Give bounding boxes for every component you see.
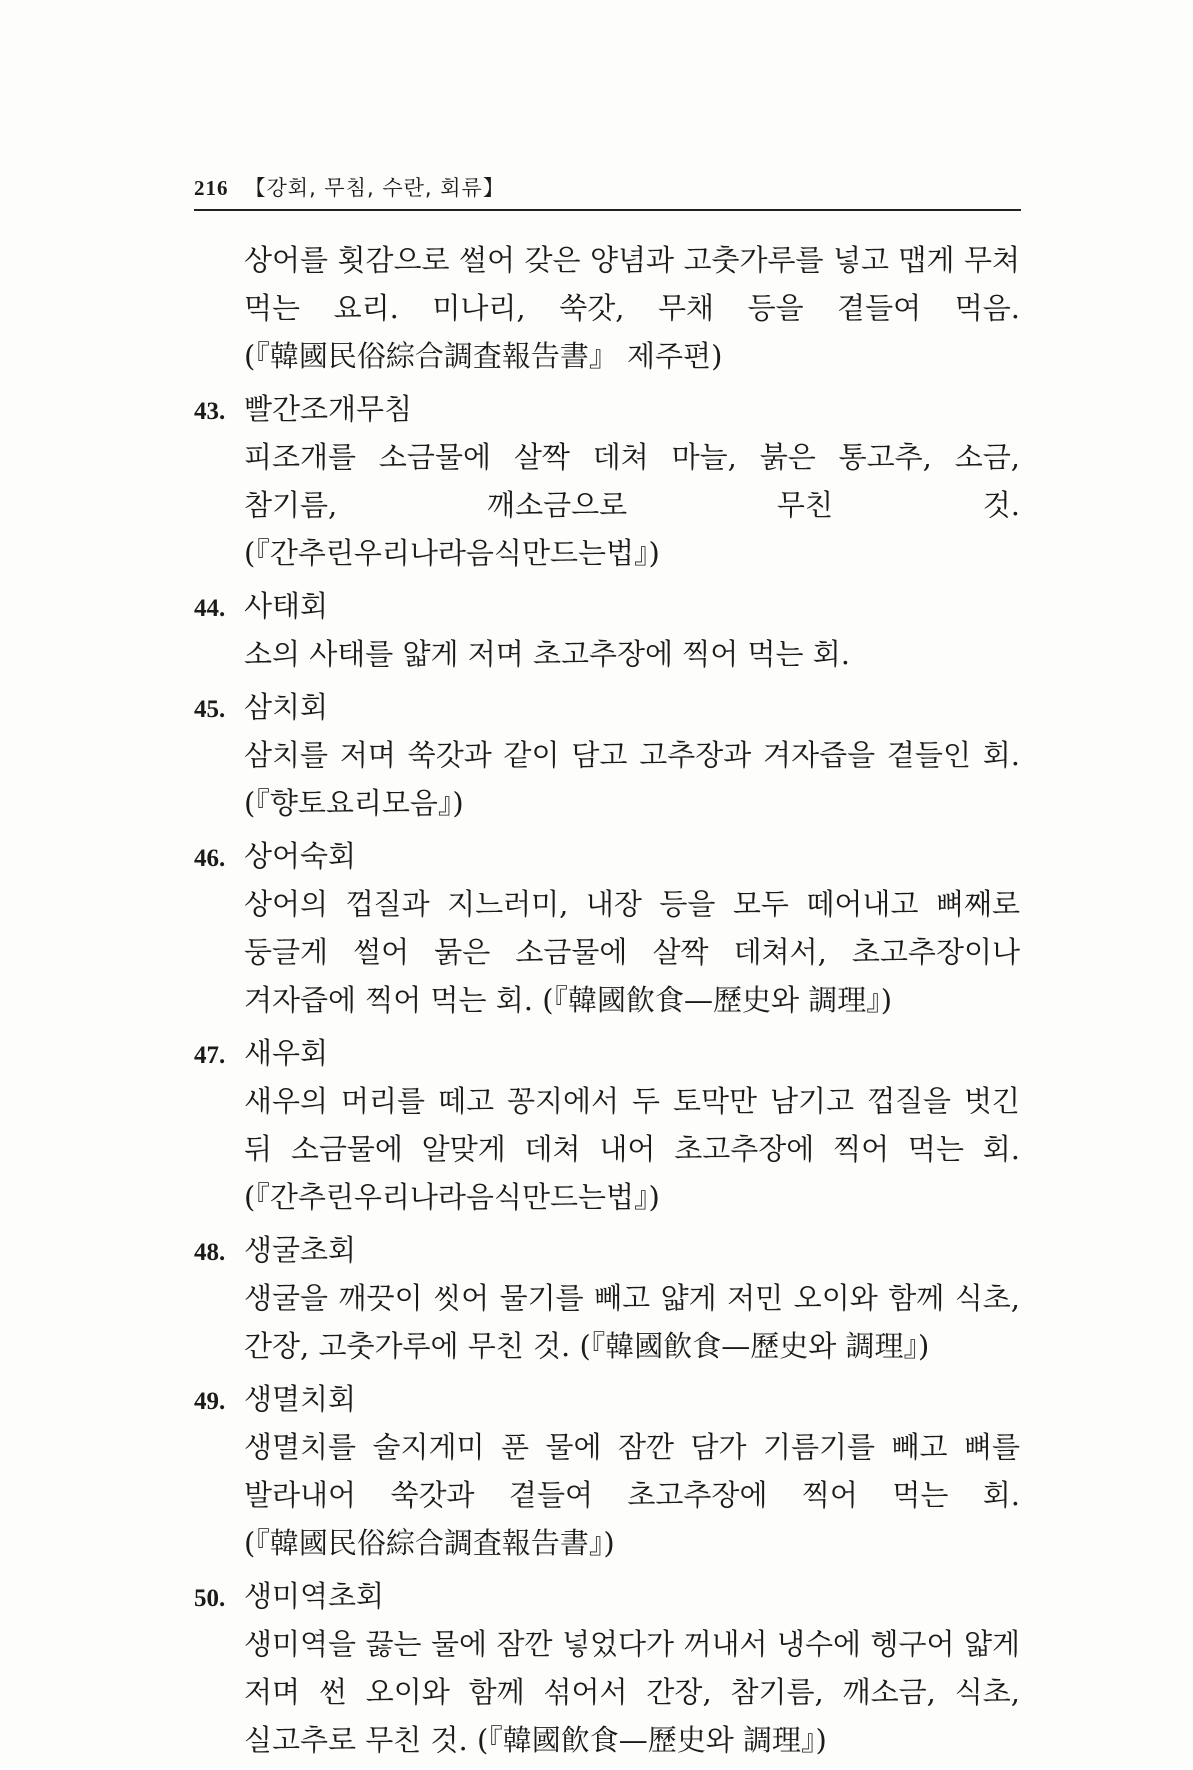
- entry-heading: [194, 833, 1020, 880]
- entry-44: [194, 583, 1020, 678]
- entry-45: [194, 684, 1020, 827]
- entry-description: 피조개를 소금물에 살짝 데쳐 마늘, 붉은 통고추, 소금, 참기름, 깨소금으로 무친 것. (『간추린우리나라음식만드는법』): [244, 440, 1020, 570]
- entry-number: 50.: [194, 1585, 226, 1612]
- entry-description: 생굴을 깨끗이 씻어 물기를 빼고 얇게 저민 오이와 함께 식초, 간장, 고춧가루에 무친 것. (『韓國飮食—歷史와 調理』): [244, 1281, 1020, 1363]
- entry-title: 생멸치회: [244, 1382, 357, 1416]
- entry-number: 44.: [194, 595, 226, 622]
- entry-description: 소의 사태를 얇게 저며 초고추장에 찍어 먹는 회.: [244, 637, 851, 671]
- page-content: [194, 236, 1020, 1770]
- entry-49: [194, 1376, 1020, 1567]
- entry-heading: [194, 1030, 1020, 1077]
- entry-heading: [194, 1227, 1020, 1274]
- entry-title: 새우회: [244, 1036, 329, 1070]
- entry-number: 46.: [194, 845, 226, 872]
- page-number: 216: [194, 176, 229, 200]
- entry-title: 삼치회: [244, 690, 329, 724]
- entry-heading: [194, 1376, 1020, 1423]
- entry-description: 상어의 껍질과 지느러미, 내장 등을 모두 떼어내고 뼈째로 둥글게 썰어 묽은 소금물에 살짝 데쳐서, 초고추장이나 겨자즙에 찍어 먹는 회. (『韓國飮食—歷史와 調理』): [244, 887, 1020, 1017]
- entry-description: 생미역을 끓는 물에 잠깐 넣었다가 꺼내서 냉수에 헹구어 얇게 저며 썬 오이와 함께 섞어서 간장, 참기름, 깨소금, 식초, 실고추로 무친 것. (『韓國飮食—歷史와 調理』): [244, 1627, 1020, 1757]
- entry-title: 생굴초회: [244, 1233, 357, 1267]
- continued-entry-text: 상어를 횟감으로 썰어 갖은 양념과 고춧가루를 넣고 맵게 무쳐 먹는 요리. 미나리, 쑥갓, 무채 등을 곁들여 먹음. (『韓國民俗綜合調査報告書』 제주편): [244, 243, 1020, 373]
- entry-47: [194, 1030, 1020, 1221]
- entry-50: [194, 1573, 1020, 1764]
- entry-title: 사태회: [244, 589, 329, 623]
- entry-number: 43.: [194, 398, 226, 425]
- entry-description: 삼치를 저며 쑥갓과 같이 담고 고추장과 겨자즙을 곁들인 회. (『향토요리모음』): [244, 738, 1020, 820]
- entry-number: 49.: [194, 1388, 226, 1415]
- entry-title: 상어숙회: [244, 839, 357, 873]
- entry-title: 생미역초회: [244, 1579, 385, 1613]
- entry-46: [194, 833, 1020, 1024]
- entry-heading: [194, 684, 1020, 731]
- entry-number: 48.: [194, 1239, 226, 1266]
- entry-description: 생멸치를 술지게미 푼 물에 잠깐 담가 기름기를 빼고 뼈를 발라내어 쑥갓과 곁들여 초고추장에 찍어 먹는 회. (『韓國民俗綜合調査報告書』): [244, 1430, 1020, 1560]
- entry-48: [194, 1227, 1020, 1370]
- section-title: 【강회, 무침, 수란, 회류】: [244, 176, 505, 200]
- entry-number: 45.: [194, 696, 226, 723]
- entry-heading: [194, 386, 1020, 433]
- entry-description: 새우의 머리를 떼고 꽁지에서 두 토막만 남기고 껍질을 벗긴 뒤 소금물에 알맞게 데쳐 내어 초고추장에 찍어 먹는 회. (『간추린우리나라음식만드는법』): [244, 1084, 1020, 1214]
- entry-heading: [194, 583, 1020, 630]
- entry-number: 47.: [194, 1042, 226, 1069]
- header-rule: [194, 209, 1021, 211]
- page-header: [194, 172, 1020, 202]
- entry-title: 빨간조개무침: [244, 392, 413, 426]
- entry-43: [194, 386, 1020, 577]
- entry-heading: [194, 1573, 1020, 1620]
